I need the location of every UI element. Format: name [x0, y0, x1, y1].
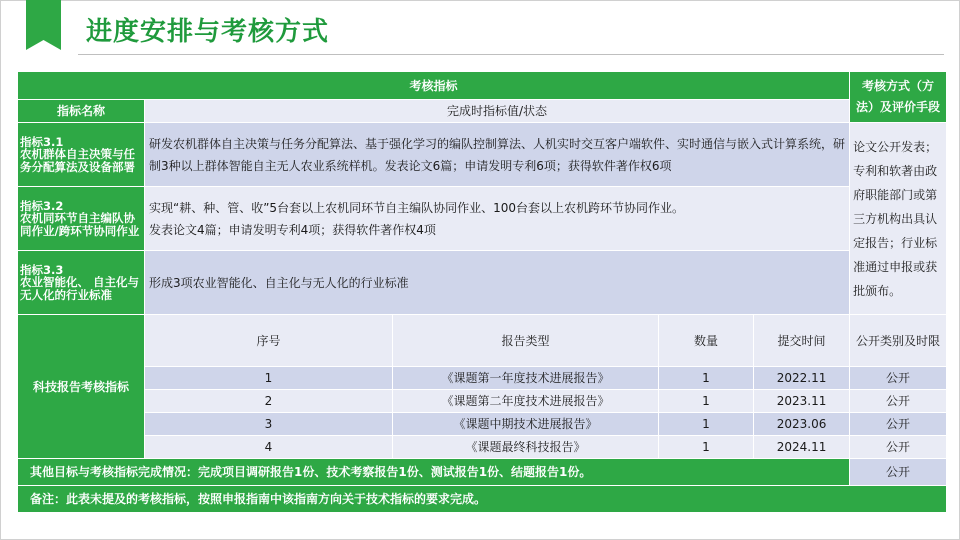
header-kaohe-fangshi: 考核方式（方法）及评价手段	[850, 72, 947, 123]
report-cell: 2023.11	[754, 390, 850, 413]
indicator-value-3: 形成3项农业智能化、自主化与无人化的行业标准	[145, 251, 850, 315]
report-col-public: 公开类别及时限	[850, 315, 947, 367]
other-public: 公开	[850, 459, 947, 486]
header-zhibiao-mingcheng: 指标名称	[18, 100, 145, 123]
other-targets: 其他目标与考核指标完成情况：完成项目调研报告1份、技术考察报告1份、测试报告1份、结题报告1份。	[18, 459, 850, 486]
assessment-method: 论文公开发表；专利和软著由政府职能部门或第三方机构出具认定报告；行业标准通过申报或获批颁布。	[850, 123, 947, 315]
assessment-table	[17, 71, 947, 513]
header-wancheng-zhi: 完成时指标值/状态	[145, 100, 850, 123]
report-cell: 4	[145, 436, 393, 459]
report-cell: 公开	[850, 413, 947, 436]
report-label: 科技报告考核指标	[18, 315, 145, 459]
report-cell: 《课题第二年度技术进展报告》	[393, 390, 659, 413]
report-cell: 公开	[850, 436, 947, 459]
report-cell: 2	[145, 390, 393, 413]
table-row	[18, 413, 947, 436]
report-cell: 2023.06	[754, 413, 850, 436]
report-cell: 公开	[850, 390, 947, 413]
report-cell: 1	[145, 367, 393, 390]
footnote: 备注：此表未提及的考核指标，按照申报指南中该指南方向关于技术指标的要求完成。	[18, 486, 947, 513]
report-col-index: 序号	[145, 315, 393, 367]
report-col-time: 提交时间	[754, 315, 850, 367]
report-cell: 1	[659, 413, 754, 436]
report-cell: 《课题中期技术进展报告》	[393, 413, 659, 436]
indicator-label-2: 指标3.2 农机同环节自主编队协同作业/跨环节协同作业	[18, 187, 145, 251]
indicator-label-3: 指标3.3 农业智能化、 自主化与无人化的行业标准	[18, 251, 145, 315]
report-cell: 2022.11	[754, 367, 850, 390]
report-cell: 《课题最终科技报告》	[393, 436, 659, 459]
report-cell: 公开	[850, 367, 947, 390]
table-row	[18, 390, 947, 413]
page-title: 进度安排与考核方式	[86, 17, 330, 47]
indicator-value-2: 实现“耕、种、管、收”5台套以上农机同环节自主编队协同作业、100台套以上农机跨环节协同作业。 发表论文4篇；申请发明专利4项；获得软件著作权4项	[145, 187, 850, 251]
indicator-label-1: 指标3.1 农机群体自主决策与任务分配算法及设备部署	[18, 123, 145, 187]
report-cell: 3	[145, 413, 393, 436]
report-cell: 1	[659, 390, 754, 413]
table-row	[18, 436, 947, 459]
report-cell: 1	[659, 436, 754, 459]
report-col-type: 报告类型	[393, 315, 659, 367]
title-divider	[78, 54, 944, 55]
report-cell: 1	[659, 367, 754, 390]
report-cell: 《课题第一年度技术进展报告》	[393, 367, 659, 390]
table-row	[18, 367, 947, 390]
header-kaohe-zhibiao: 考核指标	[18, 72, 850, 100]
indicator-value-1: 研发农机群体自主决策与任务分配算法、基于强化学习的编队控制算法、人机实时交互客户端软件、实时通信与嵌入式计算系统，研制3种以上群体智能自主无人农业系统样机。发表论文6篇；申请发明专利6项；获得软件著作权6项	[145, 123, 850, 187]
report-col-count: 数量	[659, 315, 754, 367]
report-cell: 2024.11	[754, 436, 850, 459]
